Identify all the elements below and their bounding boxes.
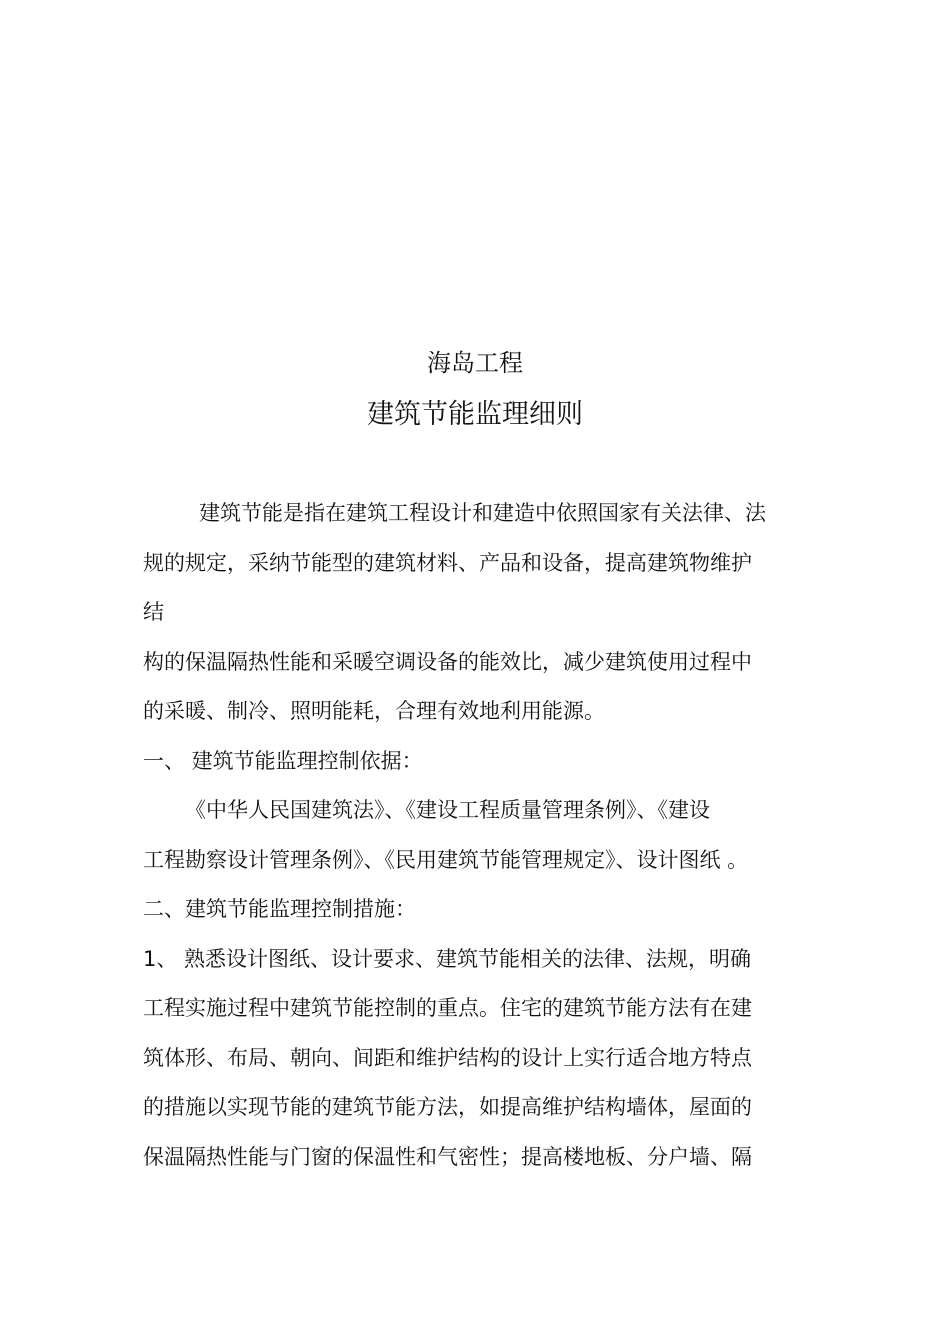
paragraph-line: 规的规定，采纳节能型的建筑材料、产品和设备，提高建筑物维护 (143, 550, 752, 575)
paragraph-line: 《中华人民国建筑法》、《建设工程质量管理条例》、《建设 (185, 798, 710, 822)
document-body (143, 493, 813, 1186)
list-item-line: 1、 熟悉设计图纸、设计要求、建筑节能相关的法律、法规，明确 (143, 946, 752, 971)
paragraph-line: 构的保温隔热性能和采暖空调设备的能效比，减少建筑使用过程中 (143, 649, 752, 674)
document-subtitle: 海岛工程 (427, 349, 523, 377)
paragraph-line: 的采暖、制冷、照明能耗，合理有效地利用能源。 (143, 699, 605, 723)
document-title: 建筑节能监理细则 (367, 399, 583, 430)
paragraph-line: 建筑节能是指在建筑工程设计和建造中依照国家有关法律、法 (199, 501, 766, 525)
paragraph-line: 保温隔热性能与门窗的保温性和气密性；提高楼地板、分户墙、隔 (143, 1144, 752, 1169)
paragraph-line: 结 (143, 600, 164, 624)
paragraph-line: 的措施以实现节能的建筑节能方法，如提高维护结构墙体，屋面的 (143, 1095, 752, 1119)
paragraph-line: 工程勘察设计管理条例》、《民用建筑节能管理规定》、设计图纸 。 (143, 847, 749, 872)
section-heading: 一、 建筑节能监理控制依据： (143, 748, 423, 773)
section-heading: 二、建筑节能监理控制措施： (143, 897, 416, 921)
paragraph-line: 工程实施过程中建筑节能控制的重点。住宅的建筑节能方法有在建 (143, 996, 752, 1020)
paragraph-line: 筑体形、布局、朝向、间距和维护结构的设计上实行适合地方特点 (143, 1045, 752, 1070)
